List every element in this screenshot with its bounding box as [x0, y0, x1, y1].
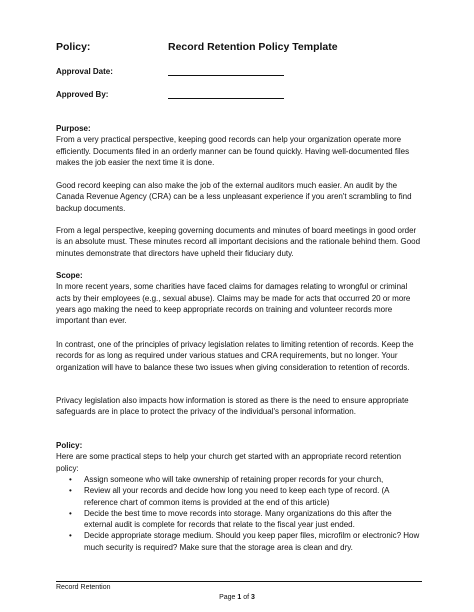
footer-divider — [56, 581, 422, 582]
purpose-paragraph-1: From a very practical perspective, keeping good records can help your organization operate more efficiently. Documents filed in an orderly manner can be found quickly. Having well-documented files makes the job easier the next time it is done. — [56, 135, 410, 167]
bullet-icon: • — [69, 508, 72, 518]
approved-by-field[interactable] — [168, 98, 284, 99]
scope-paragraph-1: In more recent years, some charities have faced claims for damages relating to wrongful or criminal acts by their employees (e.g., sexual abuse). Claims may be made for acts that occurred 20 or more years ago making the need to keep appropriate records on training and volunteer records more important than ever. — [56, 282, 411, 326]
policy-label: Policy: — [56, 41, 91, 53]
policy-steps-list — [56, 474, 422, 553]
list-item: • Decide appropriate storage medium. Should you keep paper files, microfilm or electronic? How much security is required? Make sure that the storage area is clean and dry. — [69, 531, 420, 552]
purpose-section — [56, 123, 422, 168]
bullet-icon: • — [69, 486, 72, 496]
purpose-paragraph-3: From a legal perspective, keeping governing documents and minutes of board meetings in good order is an absolute must. These minutes record all important decisions and the rationale behind them. Good minutes demonstrate that directors have upheld their fiduciary duty. — [56, 226, 421, 258]
policy-section — [56, 440, 422, 474]
list-item: • Review all your records and decide how long you need to keep each type of record. (A reference chart of common items is provided at the end of this article) — [69, 486, 390, 507]
purpose-paragraph-2: Good record keeping can also make the job of the external auditors much easier. An audit by the Canada Revenue Agency (CRA) can be a less unpleasant experience if you aren't scrambling to find backup documents. — [56, 181, 412, 213]
scope-paragraph-3: Privacy legislation also impacts how information is stored as there is the need to ensure appropriate safeguards are in place to protect the privacy of the individual's personal information. — [56, 396, 409, 417]
approval-date-field[interactable] — [168, 75, 284, 76]
purpose-heading: Purpose: — [56, 124, 91, 133]
scope-paragraph-2: In contrast, one of the principles of privacy legislation relates to limiting retention of records. Keep the records for as long as required under various statues and CRA requirements, but no longer. Your organization will have to balance these two issues when giving consideration to retention of records. — [56, 340, 414, 372]
footer-title: Record Retention — [56, 584, 111, 591]
bullet-icon: • — [69, 531, 72, 541]
scope-section — [56, 270, 422, 326]
approved-by-label: Approved By: — [56, 90, 109, 99]
approval-date-label: Approval Date: — [56, 67, 113, 76]
policy-intro: Here are some practical steps to help your church get started with an appropriate record retention policy: — [56, 452, 402, 473]
list-item: • Decide the best time to move records into storage. Many organizations do this after the external audit is complete for records that relate to the fiscal year just ended. — [69, 508, 392, 530]
document-title: Record Retention Policy Template — [168, 41, 338, 53]
page-number: Page 1 of 3 — [219, 594, 255, 601]
scope-heading: Scope: — [56, 271, 83, 280]
policy-heading: Policy: — [56, 441, 83, 450]
list-item: • Assign someone who will take ownership of retaining proper records for your church, — [69, 475, 384, 484]
bullet-icon: • — [69, 475, 72, 484]
